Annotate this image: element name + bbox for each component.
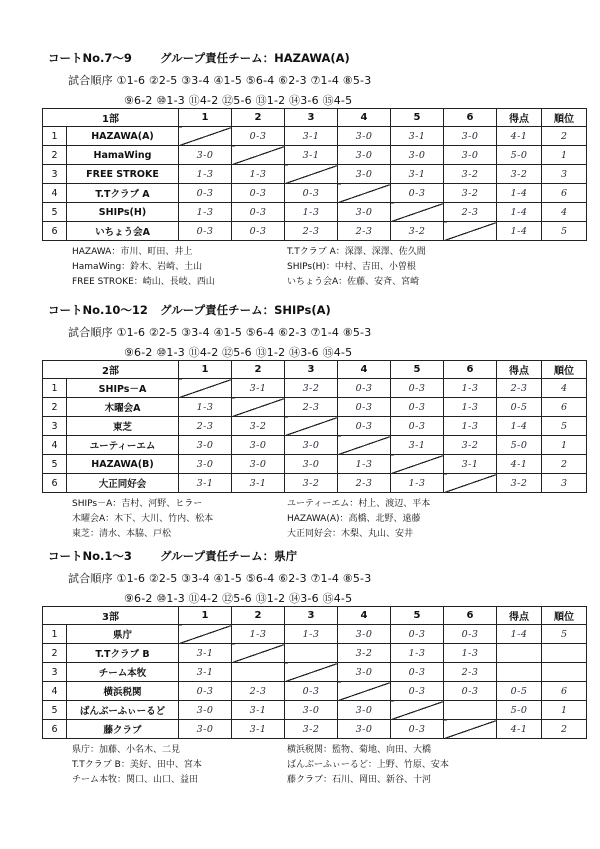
match-score: 3-0	[179, 455, 232, 474]
table-row	[43, 184, 587, 203]
table-row	[43, 127, 587, 146]
league-table	[42, 360, 587, 493]
members-left	[72, 742, 202, 787]
match-score: 2-3	[232, 682, 285, 701]
member-line: HAZAWA(A)：高橋、北野、遠藤	[287, 514, 421, 524]
total-points	[497, 644, 542, 663]
opponent-col-header: 4	[338, 607, 391, 625]
match-score: 3-0	[179, 701, 232, 720]
table-header-row	[43, 607, 587, 625]
members-left	[72, 244, 215, 289]
final-rank: 2	[542, 720, 587, 739]
match-score: 3-0	[338, 203, 391, 222]
table-row	[43, 436, 587, 455]
match-order-label: 試合順序	[68, 326, 113, 339]
match-score: 1-3	[232, 165, 285, 184]
member-line: T.Tクラブ A：深澤、深澤、佐久間	[287, 247, 426, 257]
match-score: 0-3	[391, 184, 444, 203]
match-score: 3-1	[232, 474, 285, 493]
diagonal-cell	[179, 127, 232, 146]
match-score: 3-0	[338, 625, 391, 644]
match-score: 3-1	[391, 436, 444, 455]
member-line: HAZAWA：市川、町田、井上	[72, 247, 193, 257]
match-score: 3-2	[391, 222, 444, 241]
rank-header: 順位	[542, 361, 587, 379]
match-score: 3-1	[444, 455, 497, 474]
total-points: 3-2	[497, 165, 542, 184]
total-points: 1-4	[497, 203, 542, 222]
table-row	[43, 720, 587, 739]
match-score: 0-3	[391, 417, 444, 436]
team-name: HAZAWA(A)	[67, 127, 179, 146]
member-line: T.Tクラブ B：美好、田中、宮本	[72, 760, 202, 770]
match-score: 3-1	[391, 165, 444, 184]
team-name: いちょう会A	[67, 222, 179, 241]
match-order-line2: ⑨6-2 ⑩1-3 ⑪4-2 ⑫5-6 ⑬1-2 ⑭3-6 ⑮4-5	[124, 94, 353, 107]
match-score: 3-0	[179, 720, 232, 739]
match-score: 2-3	[285, 398, 338, 417]
team-name: HamaWing	[67, 146, 179, 165]
member-line: 横浜税関：監物、菊地、向田、大橋	[287, 745, 432, 755]
total-points: 4-1	[497, 127, 542, 146]
member-line: 大正同好会：木梨、丸山、安井	[287, 529, 414, 539]
final-rank	[542, 663, 587, 682]
row-number: 3	[43, 165, 67, 184]
diagonal-cell	[232, 146, 285, 165]
match-score: 3-2	[444, 184, 497, 203]
league-table	[42, 108, 587, 241]
diagonal-cell	[232, 398, 285, 417]
member-line: いちょう会A：佐藤、安斉、宮崎	[287, 277, 420, 287]
diagonal-cell	[391, 701, 444, 720]
points-header: 得点	[497, 607, 542, 625]
table-row	[43, 398, 587, 417]
match-score: 0-3	[285, 184, 338, 203]
match-order-line1	[68, 570, 371, 586]
table-row	[43, 474, 587, 493]
rank-header: 順位	[542, 109, 587, 127]
team-name: SHIPs(H)	[67, 203, 179, 222]
match-score: 0-3	[338, 398, 391, 417]
match-score: 0-3	[179, 222, 232, 241]
match-score: 1-3	[444, 398, 497, 417]
opponent-col-header: 6	[444, 109, 497, 127]
match-score: 3-0	[338, 165, 391, 184]
match-order-text: ①1-6 ②2-5 ③3-4 ④1-5 ⑤6-4 ⑥2-3 ⑦1-4 ⑧5-3	[116, 572, 372, 585]
match-score: 3-2	[285, 379, 338, 398]
match-score: 0-3	[232, 127, 285, 146]
match-score	[444, 701, 497, 720]
match-score: 3-2	[285, 720, 338, 739]
final-rank: 6	[542, 184, 587, 203]
match-score: 3-0	[338, 720, 391, 739]
opponent-col-header: 1	[179, 607, 232, 625]
rank-header: 順位	[542, 607, 587, 625]
match-score: 1-3	[179, 398, 232, 417]
match-score: 0-3	[391, 625, 444, 644]
opponent-col-header: 2	[232, 361, 285, 379]
team-name: ユーティーエム	[67, 436, 179, 455]
table-header-row	[43, 361, 587, 379]
match-score: 3-1	[179, 663, 232, 682]
row-number: 3	[43, 663, 67, 682]
diagonal-cell	[444, 474, 497, 493]
match-score: 0-3	[232, 222, 285, 241]
total-points: 1-4	[497, 222, 542, 241]
total-points	[497, 663, 542, 682]
final-rank: 4	[542, 203, 587, 222]
member-line: 木曜会A：木下、大川、竹内、松本	[72, 514, 214, 524]
court-label: コートNo.10～12	[48, 303, 148, 317]
match-score: 3-2	[444, 436, 497, 455]
match-score: 1-3	[391, 474, 444, 493]
row-number: 1	[43, 625, 67, 644]
match-score: 0-3	[391, 398, 444, 417]
match-score: 3-2	[338, 644, 391, 663]
match-score: 0-3	[179, 682, 232, 701]
diagonal-cell	[391, 455, 444, 474]
final-rank: 6	[542, 682, 587, 701]
match-score: 1-3	[391, 644, 444, 663]
opponent-col-header: 2	[232, 109, 285, 127]
match-score: 0-3	[179, 184, 232, 203]
match-order-text: ①1-6 ②2-5 ③3-4 ④1-5 ⑤6-4 ⑥2-3 ⑦1-4 ⑧5-3	[116, 74, 372, 87]
members-right	[287, 244, 426, 289]
match-score: 3-0	[232, 455, 285, 474]
table-row	[43, 455, 587, 474]
match-score: 3-0	[179, 146, 232, 165]
member-line: 東芝：清水、本脇、戸松	[72, 529, 172, 539]
match-score: 3-2	[285, 474, 338, 493]
match-score	[285, 644, 338, 663]
match-score: 3-0	[285, 436, 338, 455]
opponent-col-header: 4	[338, 361, 391, 379]
total-points: 4-1	[497, 455, 542, 474]
total-points: 0-5	[497, 398, 542, 417]
final-rank: 4	[542, 379, 587, 398]
table-row	[43, 165, 587, 184]
points-header: 得点	[497, 109, 542, 127]
final-rank: 5	[542, 417, 587, 436]
team-name: HAZAWA(B)	[67, 455, 179, 474]
final-rank: 2	[542, 127, 587, 146]
table-row	[43, 203, 587, 222]
match-order-line2: ⑨6-2 ⑩1-3 ⑪4-2 ⑫5-6 ⑬1-2 ⑭3-6 ⑮4-5	[124, 592, 353, 605]
match-order-label: 試合順序	[68, 572, 113, 585]
final-rank: 6	[542, 398, 587, 417]
opponent-col-header: 3	[285, 361, 338, 379]
match-score: 0-3	[338, 417, 391, 436]
match-score: 1-3	[285, 625, 338, 644]
diagonal-cell	[338, 436, 391, 455]
row-number: 6	[43, 474, 67, 493]
total-points: 5-0	[497, 436, 542, 455]
member-line: HamaWing：鈴木、岩崎、土山	[72, 262, 203, 272]
row-number: 5	[43, 455, 67, 474]
member-line: SHIPs(H)：中村、吉田、小曽根	[287, 262, 416, 272]
member-line: 藤クラブ：石川、岡田、新谷、十河	[287, 775, 432, 785]
match-score: 0-3	[391, 720, 444, 739]
match-score: 0-3	[391, 663, 444, 682]
total-points: 1-4	[497, 417, 542, 436]
team-name: 藤クラブ	[67, 720, 179, 739]
match-score: 2-3	[338, 222, 391, 241]
total-points: 3-2	[497, 474, 542, 493]
table-row	[43, 625, 587, 644]
row-number: 6	[43, 222, 67, 241]
team-name: T.Tクラブ B	[67, 644, 179, 663]
table-row	[43, 682, 587, 701]
group-team-label: グループ責任チーム：HAZAWA(A)	[160, 51, 350, 65]
team-name: 木曜会A	[67, 398, 179, 417]
total-points: 5-0	[497, 146, 542, 165]
match-score: 3-1	[285, 146, 338, 165]
opponent-col-header: 5	[391, 109, 444, 127]
row-number: 2	[43, 398, 67, 417]
table-row	[43, 222, 587, 241]
match-order-label: 試合順序	[68, 74, 113, 87]
match-score: 1-3	[444, 644, 497, 663]
total-points: 1-4	[497, 625, 542, 644]
row-number: 5	[43, 701, 67, 720]
diagonal-cell	[391, 203, 444, 222]
match-score: 3-1	[232, 701, 285, 720]
match-order-line2: ⑨6-2 ⑩1-3 ⑪4-2 ⑫5-6 ⑬1-2 ⑭3-6 ⑮4-5	[124, 346, 353, 359]
division-header: 1部	[43, 109, 179, 127]
diagonal-cell	[179, 625, 232, 644]
member-line: ユーティーエム：村上、渡辺、平本	[287, 499, 431, 509]
final-rank: 3	[542, 474, 587, 493]
match-score: 0-3	[338, 379, 391, 398]
match-score: 3-1	[179, 474, 232, 493]
members-left	[72, 496, 213, 541]
opponent-col-header: 1	[179, 361, 232, 379]
diagonal-cell	[338, 682, 391, 701]
match-score: 3-1	[179, 644, 232, 663]
final-rank: 2	[542, 455, 587, 474]
diagonal-cell	[444, 720, 497, 739]
diagonal-cell	[179, 379, 232, 398]
total-points: 2-3	[497, 379, 542, 398]
division-header: 2部	[43, 361, 179, 379]
court-label: コートNo.7～9	[48, 51, 132, 65]
final-rank: 5	[542, 625, 587, 644]
diagonal-cell	[232, 644, 285, 663]
total-points: 1-4	[497, 184, 542, 203]
match-score: 1-3	[444, 379, 497, 398]
match-score: 3-0	[338, 663, 391, 682]
diagonal-cell	[285, 165, 338, 184]
table-row	[43, 417, 587, 436]
table-header-row	[43, 109, 587, 127]
member-line: SHIPs－A：吉村、河野、ヒラー	[72, 499, 203, 509]
team-name: FREE STROKE	[67, 165, 179, 184]
opponent-col-header: 1	[179, 109, 232, 127]
match-score: 1-3	[232, 625, 285, 644]
opponent-col-header: 5	[391, 361, 444, 379]
match-score: 3-0	[232, 436, 285, 455]
match-order-line1	[68, 324, 371, 340]
match-score: 0-3	[285, 682, 338, 701]
match-score: 2-3	[338, 474, 391, 493]
diagonal-cell	[338, 184, 391, 203]
opponent-col-header: 3	[285, 607, 338, 625]
match-score: 1-3	[444, 417, 497, 436]
team-name: SHIPs－A	[67, 379, 179, 398]
match-score: 0-3	[391, 379, 444, 398]
match-score: 3-0	[391, 146, 444, 165]
league-table	[42, 606, 587, 739]
match-score: 3-0	[338, 701, 391, 720]
row-number: 1	[43, 379, 67, 398]
match-score: 0-3	[444, 682, 497, 701]
opponent-col-header: 2	[232, 607, 285, 625]
points-header: 得点	[497, 361, 542, 379]
opponent-col-header: 4	[338, 109, 391, 127]
match-score: 0-3	[232, 203, 285, 222]
final-rank: 3	[542, 165, 587, 184]
diagonal-cell	[285, 663, 338, 682]
match-order-text: ①1-6 ②2-5 ③3-4 ④1-5 ⑤6-4 ⑥2-3 ⑦1-4 ⑧5-3	[116, 326, 372, 339]
members-right	[287, 742, 449, 787]
row-number: 3	[43, 417, 67, 436]
member-line: 県庁：加藤、小名木、二見	[72, 745, 181, 755]
match-order-line1	[68, 72, 371, 88]
final-rank: 1	[542, 701, 587, 720]
team-name: T.Tクラブ A	[67, 184, 179, 203]
match-score: 3-0	[179, 436, 232, 455]
row-number: 4	[43, 682, 67, 701]
total-points: 0-5	[497, 682, 542, 701]
match-score: 1-3	[338, 455, 391, 474]
match-score: 0-3	[391, 682, 444, 701]
opponent-col-header: 3	[285, 109, 338, 127]
final-rank	[542, 644, 587, 663]
table-row	[43, 701, 587, 720]
row-number: 4	[43, 436, 67, 455]
match-score: 3-1	[232, 379, 285, 398]
match-score: 3-1	[285, 127, 338, 146]
table-row	[43, 644, 587, 663]
table-row	[43, 379, 587, 398]
group-team-label: グループ責任チーム：SHIPs(A)	[160, 303, 331, 317]
match-score: 2-3	[179, 417, 232, 436]
match-score: 1-3	[285, 203, 338, 222]
team-name: チーム本牧	[67, 663, 179, 682]
final-rank: 1	[542, 436, 587, 455]
match-score: 0-3	[444, 625, 497, 644]
row-number: 4	[43, 184, 67, 203]
members-right	[287, 496, 430, 541]
match-score: 3-2	[444, 165, 497, 184]
match-score: 3-1	[391, 127, 444, 146]
final-rank: 1	[542, 146, 587, 165]
court-label: コートNo.1～3	[48, 549, 132, 563]
diagonal-cell	[285, 417, 338, 436]
team-name: 東芝	[67, 417, 179, 436]
table-row	[43, 146, 587, 165]
row-number: 5	[43, 203, 67, 222]
match-score: 3-1	[232, 720, 285, 739]
team-name: 大正同好会	[67, 474, 179, 493]
member-line: チーム本牧：関口、山口、益田	[72, 775, 199, 785]
row-number: 2	[43, 146, 67, 165]
member-line: FREE STROKE：崎山、長岐、西山	[72, 277, 215, 287]
row-number: 6	[43, 720, 67, 739]
match-score: 2-3	[444, 663, 497, 682]
match-score: 3-0	[338, 127, 391, 146]
group-team-label: グループ責任チーム：県庁	[160, 549, 298, 563]
team-name: ばんぶーふぃーるど	[67, 701, 179, 720]
division-header: 3部	[43, 607, 179, 625]
match-score: 3-0	[285, 701, 338, 720]
match-score: 3-2	[232, 417, 285, 436]
member-line: ばんぶーふぃーるど：上野、竹原、安本	[287, 760, 449, 770]
match-score: 3-0	[338, 146, 391, 165]
row-number: 2	[43, 644, 67, 663]
match-score: 2-3	[285, 222, 338, 241]
match-score: 2-3	[444, 203, 497, 222]
table-row	[43, 663, 587, 682]
opponent-col-header: 6	[444, 361, 497, 379]
match-score	[232, 663, 285, 682]
row-number: 1	[43, 127, 67, 146]
opponent-col-header: 6	[444, 607, 497, 625]
match-score: 1-3	[179, 203, 232, 222]
opponent-col-header: 5	[391, 607, 444, 625]
match-score: 1-3	[179, 165, 232, 184]
match-score: 3-0	[444, 127, 497, 146]
team-name: 県庁	[67, 625, 179, 644]
total-points: 4-1	[497, 720, 542, 739]
match-score: 3-0	[444, 146, 497, 165]
match-score: 3-0	[285, 455, 338, 474]
diagonal-cell	[444, 222, 497, 241]
final-rank: 5	[542, 222, 587, 241]
total-points: 5-0	[497, 701, 542, 720]
match-score: 0-3	[232, 184, 285, 203]
team-name: 横浜税関	[67, 682, 179, 701]
